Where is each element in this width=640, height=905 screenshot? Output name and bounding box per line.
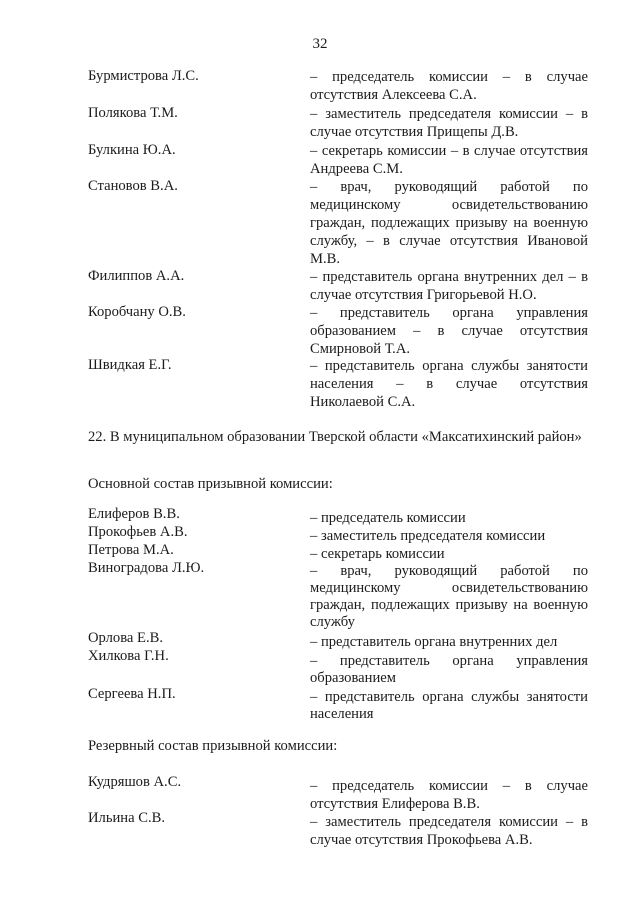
member-role: – представитель органа службы занятости населения – в случае отсутствия Николаевой С.А. bbox=[310, 358, 588, 410]
page-number: 32 bbox=[312, 36, 328, 52]
member-name: Сергеева Н.П. bbox=[88, 686, 176, 702]
member-name: Ильина С.В. bbox=[88, 810, 165, 826]
member-role: – представитель органа управления образованием bbox=[310, 653, 588, 686]
member-name: Швидкая Е.Г. bbox=[88, 357, 172, 373]
member-role: – представитель органа службы занятости населения bbox=[310, 689, 588, 722]
member-name: Коробчану О.В. bbox=[88, 304, 186, 320]
member-role: – заместитель председателя комиссии – в случае отсутствия Прищепы Д.В. bbox=[310, 106, 588, 140]
member-role: – врач, руководящий работой по медицинскому освидетельствованию граждан, подлежащих призыву на военную службу, – в случае отсутствия Ивановой М.В. bbox=[310, 179, 588, 267]
main-composition-heading: Основной состав призывной комиссии: bbox=[88, 476, 333, 492]
member-name: Булкина Ю.А. bbox=[88, 142, 176, 158]
member-role: – заместитель председателя комиссии – в случае отсутствия Прокофьева А.В. bbox=[310, 814, 588, 848]
member-name: Хилкова Г.Н. bbox=[88, 648, 169, 664]
member-role: – секретарь комиссии – в случае отсутствия Андреева С.М. bbox=[310, 143, 588, 177]
member-name: Филиппов А.А. bbox=[88, 268, 185, 284]
section-22-heading: 22. В муниципальном образовании Тверской области «Максатихинский район» bbox=[88, 429, 582, 445]
member-role: – секретарь комиссии bbox=[310, 546, 445, 562]
member-role: – врач, руководящий работой по медицинскому освидетельствованию граждан, подлежащих призыву на военную службу bbox=[310, 563, 588, 630]
reserve-composition-heading: Резервный состав призывной комиссии: bbox=[88, 738, 338, 754]
member-role: – представитель органа внутренних дел bbox=[310, 634, 558, 650]
member-name: Орлова Е.В. bbox=[88, 630, 163, 646]
member-name: Становов В.А. bbox=[88, 178, 178, 194]
member-role: – представитель органа внутренних дел – в случае отсутствия Григорьевой Н.О. bbox=[310, 269, 588, 303]
member-name: Елиферов В.В. bbox=[88, 506, 180, 522]
member-role: – председатель комиссии – в случае отсутствия Алексеева С.А. bbox=[310, 69, 588, 103]
member-role: – заместитель председателя комиссии bbox=[310, 528, 546, 544]
member-role: – председатель комиссии bbox=[310, 510, 466, 526]
member-name: Кудряшов А.С. bbox=[88, 774, 182, 790]
member-role: – представитель органа управления образованием – в случае отсутствия Смирновой Т.А. bbox=[310, 305, 588, 357]
member-name: Бурмистрова Л.С. bbox=[88, 68, 199, 84]
member-name: Петрова М.А. bbox=[88, 542, 174, 558]
member-name: Прокофьев А.В. bbox=[88, 524, 188, 540]
member-name: Полякова Т.М. bbox=[88, 105, 178, 121]
member-role: – председатель комиссии – в случае отсутствия Елиферова В.В. bbox=[310, 778, 588, 812]
member-name: Виноградова Л.Ю. bbox=[88, 560, 205, 576]
